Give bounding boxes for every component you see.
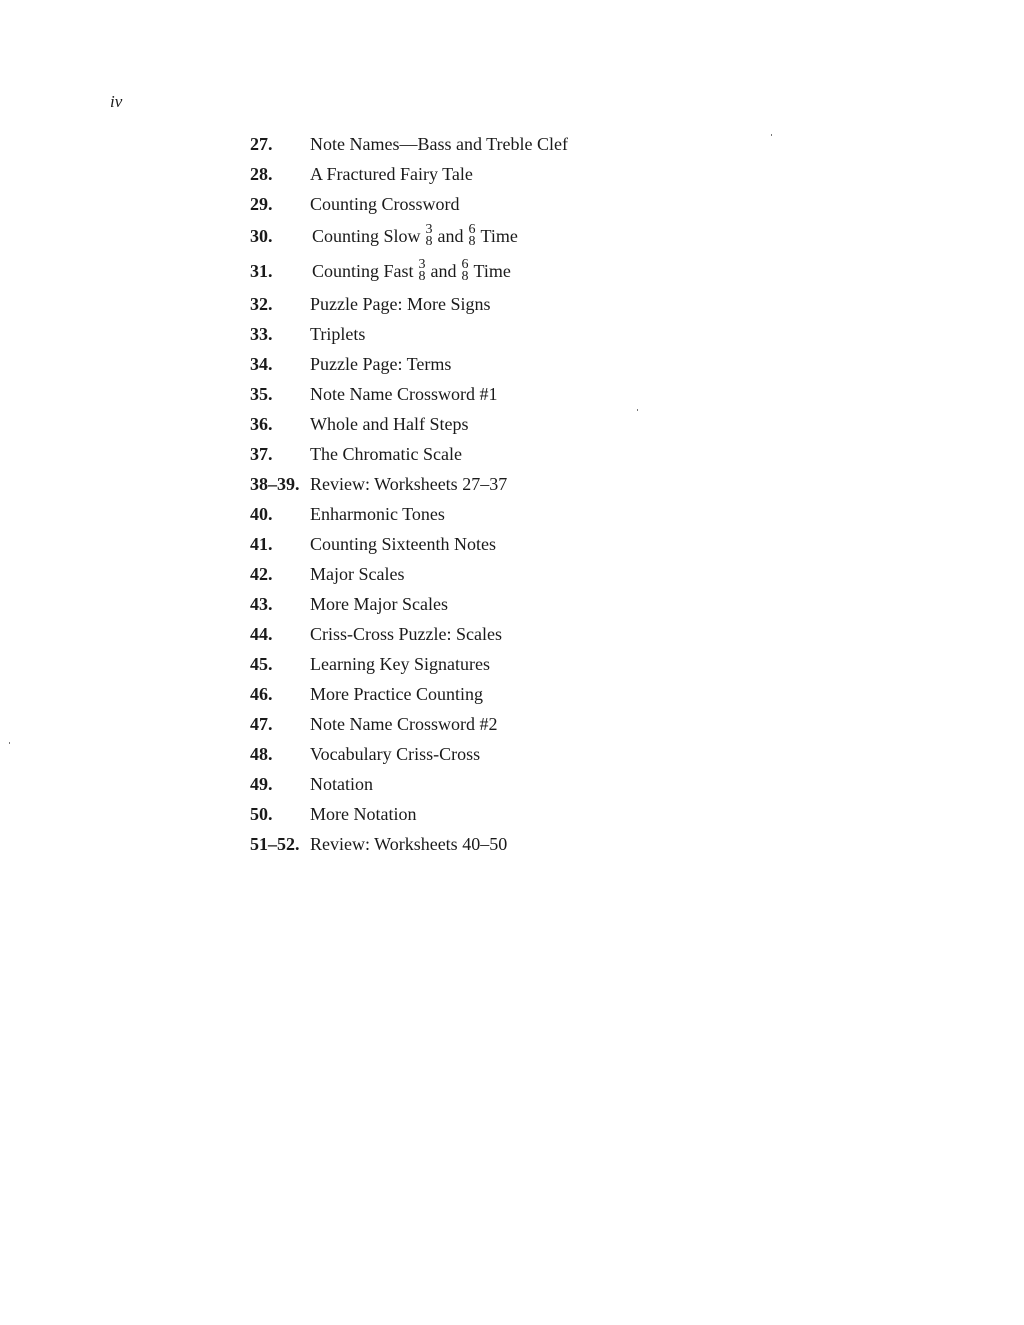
entry-title: Note Names—Bass and Treble Clef	[310, 133, 568, 154]
entry-number: 47.	[250, 713, 273, 734]
entry-number: 49.	[250, 773, 273, 794]
time-signature-bottom: 8	[461, 268, 469, 284]
entry-title: Triplets	[310, 323, 366, 344]
toc-entry-35	[250, 379, 810, 409]
toc-entry-49	[250, 769, 810, 799]
entry-title-part: and	[430, 261, 457, 281]
toc-entry-51-52	[250, 829, 810, 859]
entry-number: 45.	[250, 653, 273, 674]
toc-entry-44	[250, 619, 810, 649]
entry-title-part: and	[437, 226, 464, 246]
entry-title: Whole and Half Steps	[310, 413, 469, 434]
entry-title: More Notation	[310, 803, 417, 824]
entry-number: 29.	[250, 193, 273, 214]
time-signature-bottom: 8	[425, 233, 433, 249]
entry-title: Vocabulary Criss-Cross	[310, 743, 481, 764]
entry-number: 28.	[250, 163, 273, 184]
toc-entry-36	[250, 409, 810, 439]
toc-entry-40	[250, 499, 810, 529]
entry-number: 40.	[250, 503, 273, 524]
entry-title: More Practice Counting	[310, 683, 483, 704]
time-signature-bottom: 8	[418, 268, 426, 284]
toc-entry-38-39	[250, 469, 810, 499]
entry-number: 44.	[250, 623, 273, 644]
entry-title: The Chromatic Scale	[310, 443, 462, 464]
scan-speck	[771, 134, 772, 136]
entry-title-part: Time	[480, 226, 518, 246]
toc-entry-31	[250, 254, 810, 289]
entry-title: Review: Worksheets 40–50	[310, 833, 508, 854]
time-signature-top: 6	[468, 221, 476, 237]
toc-entry-33	[250, 319, 810, 349]
entry-title: A Fractured Fairy Tale	[310, 163, 473, 184]
toc-entry-47	[250, 709, 810, 739]
toc-entry-28	[250, 159, 810, 189]
entry-number: 41.	[250, 533, 273, 554]
entry-title: Puzzle Page: Terms	[310, 353, 452, 374]
entry-number: 27.	[250, 133, 273, 154]
entry-number: 32.	[250, 293, 273, 314]
entry-number: 43.	[250, 593, 273, 614]
entry-number: 42.	[250, 563, 273, 584]
time-signature-top: 3	[418, 256, 426, 272]
time-signature	[461, 256, 469, 284]
entry-number: 51–52.	[250, 833, 300, 854]
entry-title: Criss-Cross Puzzle: Scales	[310, 623, 502, 644]
entry-title: Note Name Crossword #2	[310, 713, 498, 734]
time-signature	[418, 256, 426, 284]
table-of-contents	[250, 129, 810, 859]
time-signature-top: 3	[425, 221, 433, 237]
toc-entry-29	[250, 189, 810, 219]
scan-speck	[637, 409, 638, 411]
entry-number: 50.	[250, 803, 273, 824]
entry-number: 37.	[250, 443, 273, 464]
entry-title: Major Scales	[310, 563, 405, 584]
toc-entry-34	[250, 349, 810, 379]
toc-entry-37	[250, 439, 810, 469]
entry-number: 31.	[250, 261, 273, 281]
entry-number: 33.	[250, 323, 273, 344]
toc-entry-42	[250, 559, 810, 589]
time-signature	[425, 221, 433, 249]
toc-entry-50	[250, 799, 810, 829]
page-number: iv	[110, 92, 123, 111]
entry-title: Learning Key Signatures	[310, 653, 490, 674]
entry-title-part: Counting Fast	[312, 261, 414, 281]
entry-number: 48.	[250, 743, 273, 764]
time-signature-bottom: 8	[468, 233, 476, 249]
entry-number: 38–39.	[250, 473, 300, 494]
entry-title: More Major Scales	[310, 593, 448, 614]
toc-entry-30	[250, 219, 810, 254]
entry-title	[310, 221, 520, 249]
toc-entry-43	[250, 589, 810, 619]
entry-number: 36.	[250, 413, 273, 434]
entry-title-part: Counting Slow	[312, 226, 421, 246]
time-signature-top: 6	[461, 256, 469, 272]
entry-title-part: Time	[473, 261, 511, 281]
toc-entry-32	[250, 289, 810, 319]
toc-entry-45	[250, 649, 810, 679]
entry-title: Note Name Crossword #1	[310, 383, 498, 404]
toc-entry-48	[250, 739, 810, 769]
entry-title: Puzzle Page: More Signs	[310, 293, 491, 314]
toc-entry-27	[250, 129, 810, 159]
entry-number: 34.	[250, 353, 273, 374]
entry-title: Enharmonic Tones	[310, 503, 445, 524]
entry-title: Counting Sixteenth Notes	[310, 533, 496, 554]
toc-entry-46	[250, 679, 810, 709]
entry-number: 35.	[250, 383, 273, 404]
entry-number: 30.	[250, 226, 273, 246]
entry-number: 46.	[250, 683, 273, 704]
entry-title: Notation	[310, 773, 373, 794]
entry-title	[310, 256, 513, 284]
time-signature	[468, 221, 476, 249]
entry-title: Counting Crossword	[310, 193, 460, 214]
scan-speck	[9, 742, 10, 744]
entry-title: Review: Worksheets 27–37	[310, 473, 508, 494]
toc-entry-41	[250, 529, 810, 559]
